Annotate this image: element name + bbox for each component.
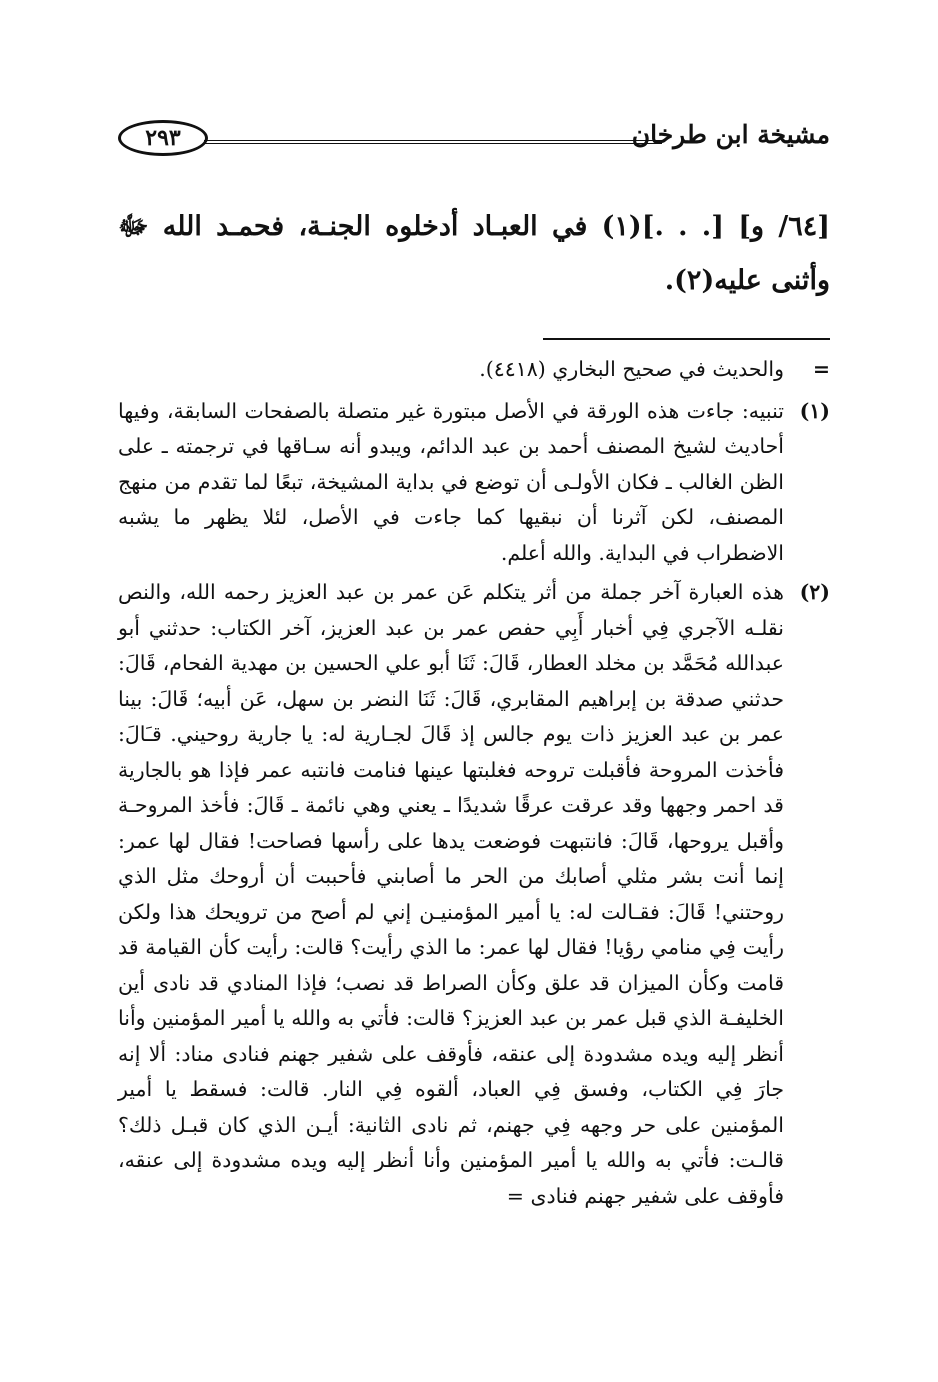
page-number: ٢٩٣ [118,120,208,156]
footnote-1 [118,394,830,572]
running-title: مشيخة ابن طرخان [631,120,830,149]
footnote-text: تنبيه: جاءت هذه الورقة في الأصل مبتورة غير متصلة بالصفحات السابقة، وفيها أحاديث لشيخ المصنف أحمد بن عبد الدائم، ويبدو أنه سـاقها في ترجمته ـ على الظن الغالب ـ فكان الأولـى أن توضع في بداية المشيخة، تبعًا لما تقدم من منهج المصنف، لكن آثرنا أن نبقيها كما جاءت في الأصل، لئلا يظهر ما يشبه الاضطراب في البداية. والله أعلم. [118,398,784,565]
footnote-text: هذه العبارة آخر جملة من أثر يتكلم عَن عمر بن عبد العزيز رحمه الله، والنص نقلـه الآجري فِي أخبار أَبِي حفص عمر بن عبد العزيز، آخر الكتاب: حدثني أبو عبدالله مُحَمَّد بن مخلد العطار، قَالَ: ثَنَا أبو علي الحسين بن مهدية الفحام، قَالَ: حدثني صدقة بن إبراهيم المقابري، قَالَ: ثَنَا النضر بن سهل، عَن أبيه؛ قَالَ: بينا عمر بن عبد العزيز ذات يوم جالس إذ قَالَ لجـارية له: يا جارية روحيني. قـَالَ: فأخذت المروحة فأقبلت تروحه فغلبتها عينها فنامت فانتبه عمر فإذا هو بالجارية قد احمر وجهها وقد عرقت عرقًا شديدًا ـ يعني وهي نائمة ـ قَالَ: فأخذ المروحـة وأقبل يروحها، قَالَ: فانتبهت فوضعت يدها على رأسها فصاحت! فقال لها عمر: إنما أنت بشر مثلي أصابك من الحر ما أصابني فأحببت أن أروحك مثل الذي روحتني! قَالَ: فقـالت له: يا أمير المؤمنيـن إني لم أصح من ترويحك هذا ولكن رأيت فِي منامي رؤيا! فقال لها عمر: ما الذي رأيت؟ قالت: رأيت كأن القيامة قد قامت وكأن الميزان قد علق وكأن الصراط قد نصب؛ فإذا المنادي قد نادى أين الخليفـة الذي قبل عمر بن عبد العزيز؟ قالت: فأتي به والله يا أمير المؤمنين وأنا أنظر إليه ويده مشدودة إلى عنقه، فأوقف على شفير جهنم فنادى مناد: ألا إنه جارَ فِي الكتاب، وفسق فِي العباد، ألقوه فِي النار. قالت: فسقط يا أمير المؤمنين على حر وجهه فِي جهنم، ثم نادى الثانية: أيـن الذي كان قبـل ذلك؟ قالـت: فأتي به والله يا أمير المؤمنين وأنا أنظر إليه ويده مشدودة إلى عنقه، فأوقف على شفير جهنم فنادى = [118,580,785,1208]
footnote-continuation [118,352,830,388]
footnote-marker: (٢) [799,580,830,604]
main-text: [٦٤/ و] [. . .](١) في العبـاد أدخلوه الجنـة، فحمـد الله ﷻ وأثنى عليه(٢). [118,211,830,296]
header-rule [204,140,662,146]
footnote-separator [543,338,830,340]
footnote-marker: (١) [799,398,830,423]
footnote-2 [118,575,830,1214]
footnote-text: والحديث في صحيح البخاري (٤٤١٨). [479,357,784,381]
footnote-marker: = [812,357,830,381]
footnotes [118,352,830,1218]
page-header [118,112,830,172]
